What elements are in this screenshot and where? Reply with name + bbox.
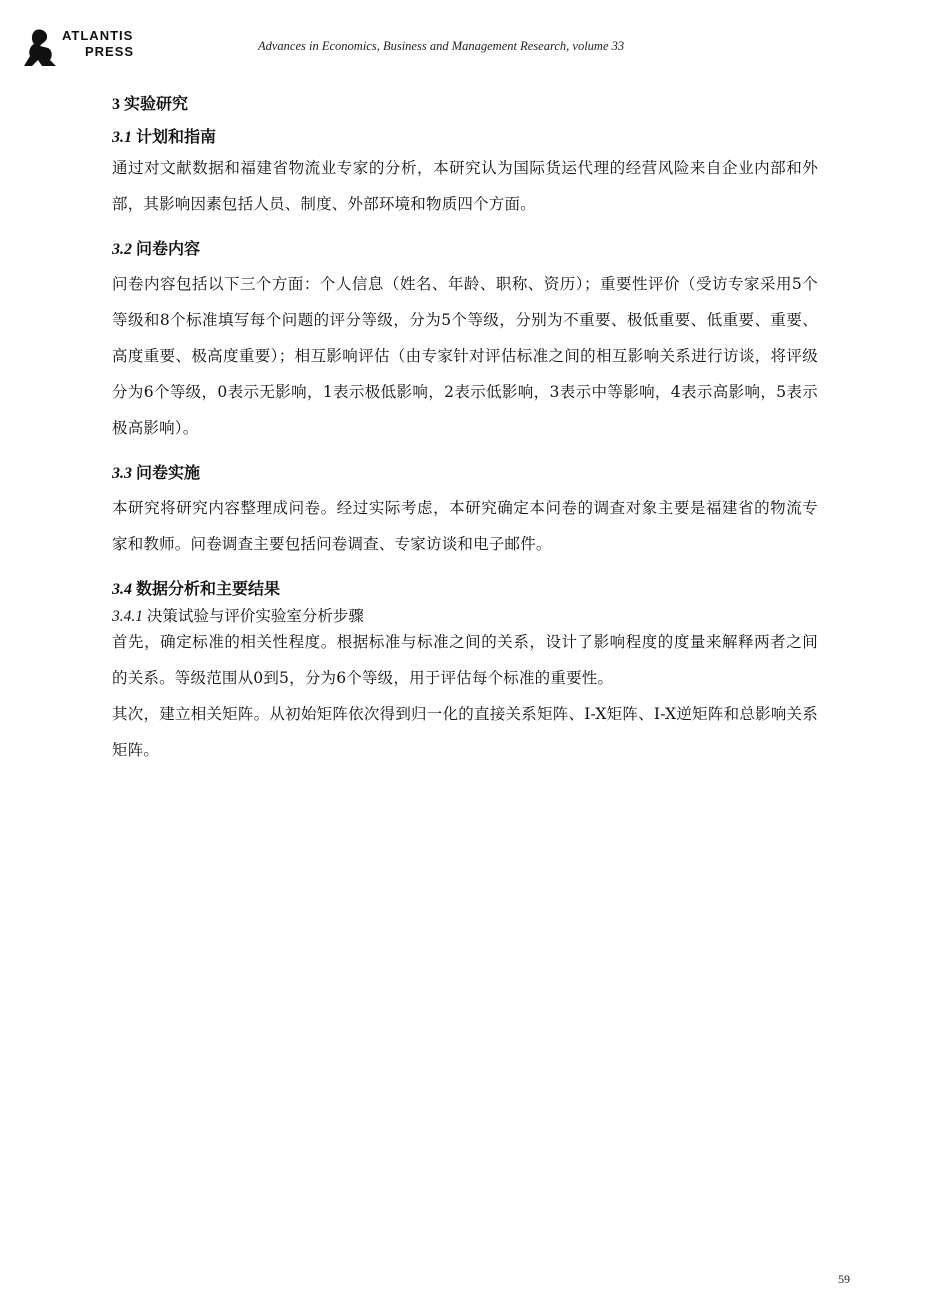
logo-wordmark — [62, 28, 134, 60]
subsection-title: 决策试验与评价实验室分析步骤 — [146, 608, 364, 625]
section-3-4-paragraph-1: 首先，确定标准的相关性程度。根据标准与标准之间的关系，设计了影响程度的度量来解释两者之间的关系。等级范围从0到5，分为6个等级，用于评估每个标准的重要性。 — [112, 633, 818, 687]
thinker-statue-icon — [22, 26, 62, 70]
section-title: 问卷实施 — [136, 465, 201, 482]
section-3-4-paragraph-2: 其次，建立相关矩阵。从初始矩阵依次得到归一化的直接关系矩阵、I-X矩阵、I-X逆矩阵和总影响关系矩阵。 — [112, 705, 818, 759]
section-title: 计划和指南 — [136, 129, 217, 146]
section-3-3-heading — [112, 464, 818, 484]
section-3-4-heading — [112, 580, 818, 600]
logo-line-2: PRESS — [85, 44, 135, 59]
section-number: 3.1 — [112, 129, 132, 146]
subsection-number: 3.4.1 — [112, 608, 143, 625]
atlantis-press-logo — [22, 26, 142, 70]
section-number: 3.3 — [112, 465, 132, 482]
page-number: 59 — [838, 1272, 850, 1286]
section-3-3-paragraph: 本研究将研究内容整理成问卷。经过实际考虑，本研究确定本问卷的调查对象主要是福建省的物流专家和教师。问卷调查主要包括问卷调查、专家访谈和电子邮件。 — [112, 499, 818, 553]
logo-line-1: ATLANTIS — [62, 28, 134, 43]
section-title: 数据分析和主要结果 — [136, 581, 281, 598]
section-number: 3.4 — [112, 581, 132, 598]
section-3-2-paragraph: 问卷内容包括以下三个方面：个人信息（姓名、年龄、职称、资历）；重要性评价（受访专家采用5个等级和8个标准填写每个问题的评分等级，分为5个等级，分别为不重要、极低重要、低重要、重要、高度重要、极高度重要）；相互影响评估（由专家针对评估标准之间的相互影响关系进行访谈，将评级分为6个等级，0表示无影响，1表示极低影响，2表示低影响，3表示中等影响，4表示高影响，5表示极高影响）。 — [112, 275, 818, 437]
journal-title: Advances in Economics, Business and Management Research, volume 33 — [258, 39, 625, 53]
section-title: 问卷内容 — [136, 241, 201, 258]
page-header — [0, 0, 926, 80]
section-number: 3.2 — [112, 241, 132, 258]
article-body — [112, 92, 818, 768]
section-3-heading: 3 实验研究 — [112, 96, 189, 113]
section-3-1-paragraph: 通过对文献数据和福建省物流业专家的分析，本研究认为国际货运代理的经营风险来自企业内部和外部，其影响因素包括人员、制度、外部环境和物质四个方面。 — [112, 159, 818, 213]
section-3-1-heading — [112, 128, 818, 148]
section-3-2-heading — [112, 240, 818, 260]
